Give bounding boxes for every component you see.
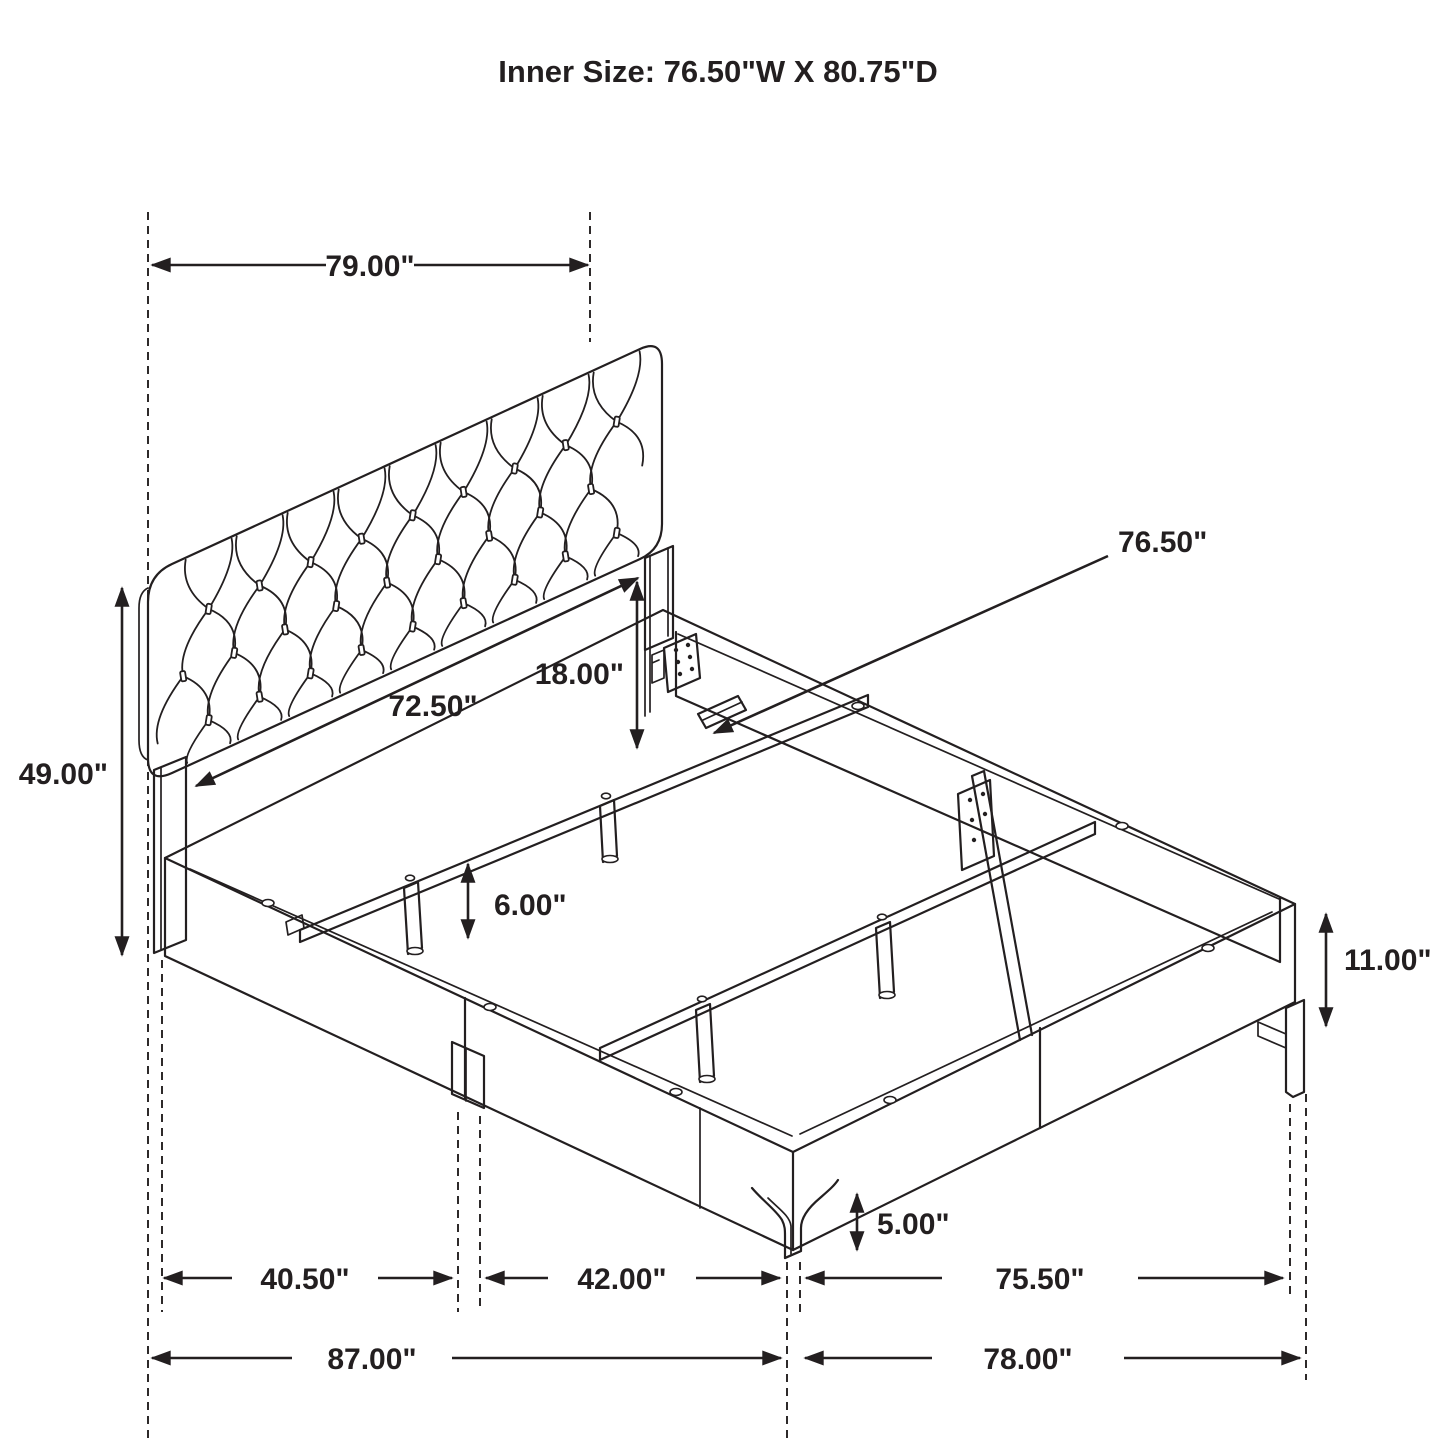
extension-lines	[148, 212, 1306, 1442]
tuft-button	[537, 507, 544, 518]
dim-label-11: 11.00"	[1344, 944, 1432, 977]
tuft-button	[180, 671, 187, 682]
dim-slat-leg-height	[468, 864, 567, 938]
tuft-button	[384, 577, 391, 588]
tuft-button	[562, 440, 569, 451]
dim-label-42: 42.00"	[577, 1263, 667, 1296]
tuft-button	[358, 645, 365, 656]
platform-frame	[165, 610, 1295, 1152]
tuft-button	[460, 487, 467, 498]
center-support-rail	[972, 771, 1032, 1040]
dim-label-18: 18.00"	[534, 658, 624, 691]
tuft-button	[435, 554, 442, 565]
tuft-button	[511, 463, 518, 474]
tuft-button	[511, 574, 518, 585]
dim-side-rail-height	[1326, 914, 1432, 1026]
dim-rear-section-depth	[164, 1263, 452, 1296]
dimension-annotations	[19, 250, 1432, 1376]
tuft-button	[231, 647, 238, 658]
dim-label-75-50: 75.50"	[995, 1263, 1085, 1296]
dim-label-72-50: 72.50"	[388, 690, 478, 723]
tuft-button	[409, 621, 416, 632]
tuft-button	[307, 668, 314, 679]
dim-headboard-width	[152, 250, 588, 283]
tuft-button	[613, 528, 620, 539]
front-center-leg	[752, 1180, 838, 1258]
tuft-button	[588, 484, 595, 495]
tuft-button	[282, 624, 289, 635]
front-right-face	[793, 904, 1304, 1250]
cross-slat-rear	[286, 695, 868, 955]
tuft-button	[562, 551, 569, 562]
tuft-button	[205, 715, 212, 726]
dim-front-section-depth	[486, 1263, 780, 1296]
dim-label-76-50: 76.50"	[1118, 526, 1208, 559]
cross-slat-front	[600, 822, 1095, 1083]
tuft-button	[307, 557, 314, 568]
dim-label-79: 79.00"	[325, 250, 415, 283]
bed-drawing	[139, 346, 1304, 1258]
dim-slat-length-leader	[714, 526, 1207, 733]
dim-headboard-above-rail	[535, 582, 637, 748]
dim-headboard-height	[19, 588, 122, 955]
dim-overall-width	[805, 1343, 1300, 1376]
dim-label-78: 78.00"	[983, 1343, 1073, 1376]
dim-front-leg-height	[857, 1194, 950, 1250]
tuft-button	[486, 530, 493, 541]
dim-label-87: 87.00"	[327, 1343, 417, 1376]
tuft-button	[205, 604, 212, 615]
dim-label-49: 49.00"	[18, 758, 108, 791]
dim-label-40-50: 40.50"	[260, 1263, 350, 1296]
dim-label-5: 5.00"	[877, 1208, 950, 1241]
tuft-button	[409, 510, 416, 521]
tuft-button	[256, 691, 263, 702]
tuft-button	[333, 601, 340, 612]
tuft-button	[460, 598, 467, 609]
tuft-button	[358, 533, 365, 544]
dim-side-rail-length	[806, 1263, 1283, 1296]
dim-overall-depth	[152, 1343, 781, 1376]
page-title: Inner Size: 76.50"W X 80.75"D	[498, 54, 938, 89]
tuft-button	[613, 416, 620, 427]
side-rail-panel	[652, 632, 1280, 962]
dim-label-6: 6.00"	[494, 889, 567, 922]
tuft-button	[256, 580, 263, 591]
